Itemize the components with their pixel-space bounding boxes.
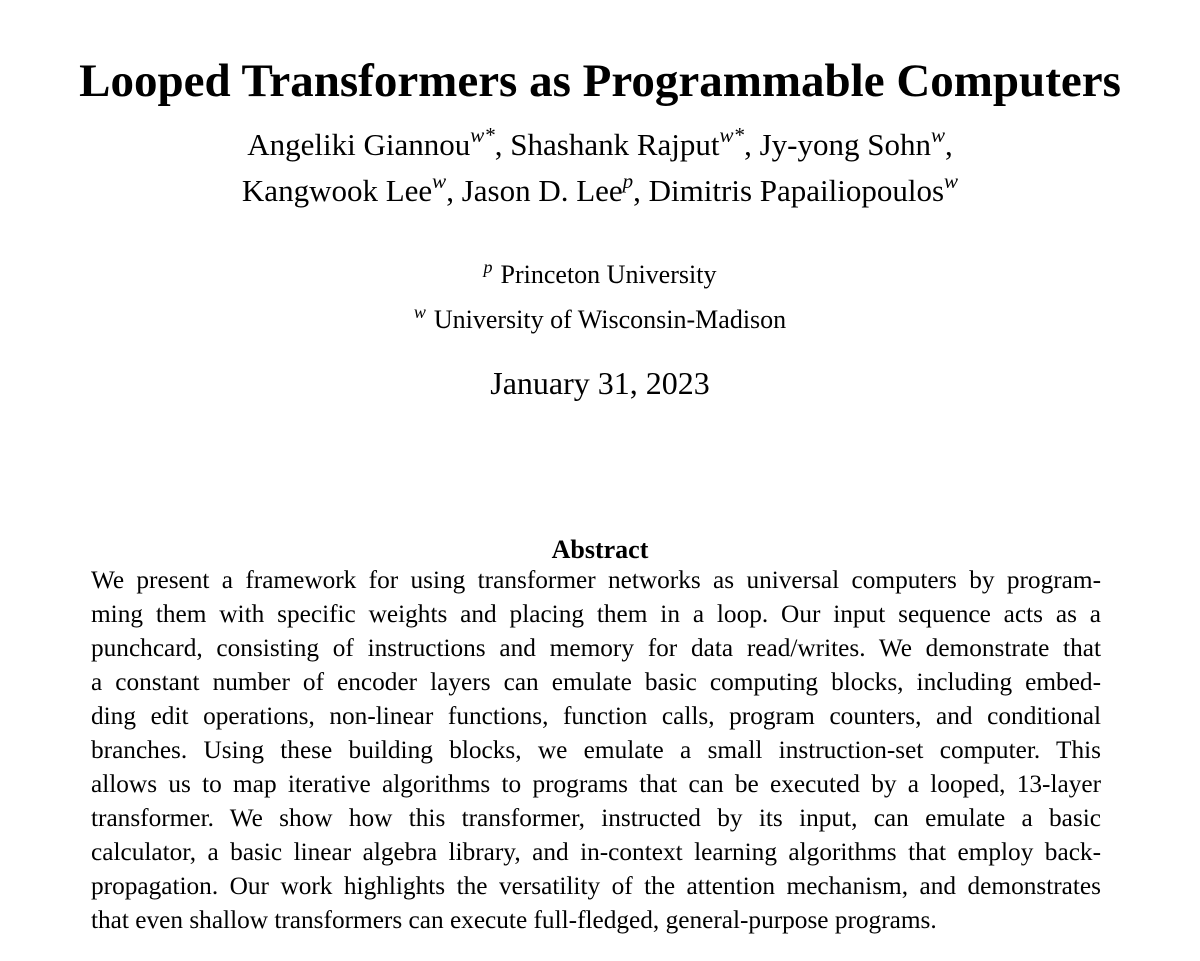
author-affiliation-mark: w [930,123,945,147]
publication-date: January 31, 2023 [490,365,710,401]
author-affiliation-mark: w* [470,123,495,147]
abstract-line: calculator, a basic linear algebra library, and in-context learning algorithms that employ back- [91,838,1101,867]
affiliation [0,297,1200,342]
author-list [0,122,1200,214]
paper-title: Looped Transformers as Programmable Computers [79,55,1121,108]
abstract-line: punchcard, consisting of instructions and memory for data read/writes. We demonstrate that [91,634,1101,663]
author-line [0,122,1200,168]
author-name: Dimitris Papailiopoulos [648,173,945,208]
affiliation-mark: p [483,257,493,277]
affiliation [0,252,1200,297]
author-affiliation-mark: w [944,169,959,193]
author-affiliation-mark: w [432,169,447,193]
abstract-line: that even shallow transformers can execute full-fledged, general-purpose programs. [91,906,937,935]
affiliation-mark: w [413,302,426,322]
author-name: Shashank Rajput [510,127,720,162]
affiliation-list [0,252,1200,342]
author-separator: , [944,127,953,162]
affiliation-name: Princeton University [500,260,717,289]
author-separator: , [744,127,760,162]
abstract-line: allows us to map iterative algorithms to programs that can be executed by a looped, 13-layer [91,770,1101,799]
author-separator: , [494,127,511,162]
author-line [0,168,1200,214]
author-separator: , [633,173,649,208]
author-name: Jy-yong Sohn [759,127,931,162]
author-affiliation-mark: p [622,169,634,193]
affiliation-name: University of Wisconsin-Madison [433,305,787,334]
abstract-line: We present a framework for using transformer networks as universal computers by program- [91,566,1101,594]
abstract-line: propagation. Our work highlights the versatility of the attention mechanism, and demonstrates [91,872,1101,901]
abstract-line: a constant number of encoder layers can emulate basic computing blocks, including embed- [91,668,1101,697]
abstract-line: ding edit operations, non-linear functions, function calls, program counters, and conditional [91,702,1101,731]
author-name: Angeliki Giannou [247,127,471,162]
author-affiliation-mark: w* [719,123,745,147]
abstract-line: ming them with specific weights and placing them in a loop. Our input sequence acts as a [91,600,1101,629]
abstract-body [91,563,1101,938]
author-separator: , [446,173,462,208]
author-name: Jason D. Lee [461,173,623,208]
abstract-line: transformer. We show how this transformer, instructed by its input, can emulate a basic [91,804,1101,833]
abstract-line: branches. Using these building blocks, we emulate a small instruction-set computer. This [91,736,1101,765]
author-name: Kangwook Lee [241,173,433,208]
abstract-heading: Abstract [551,534,649,564]
